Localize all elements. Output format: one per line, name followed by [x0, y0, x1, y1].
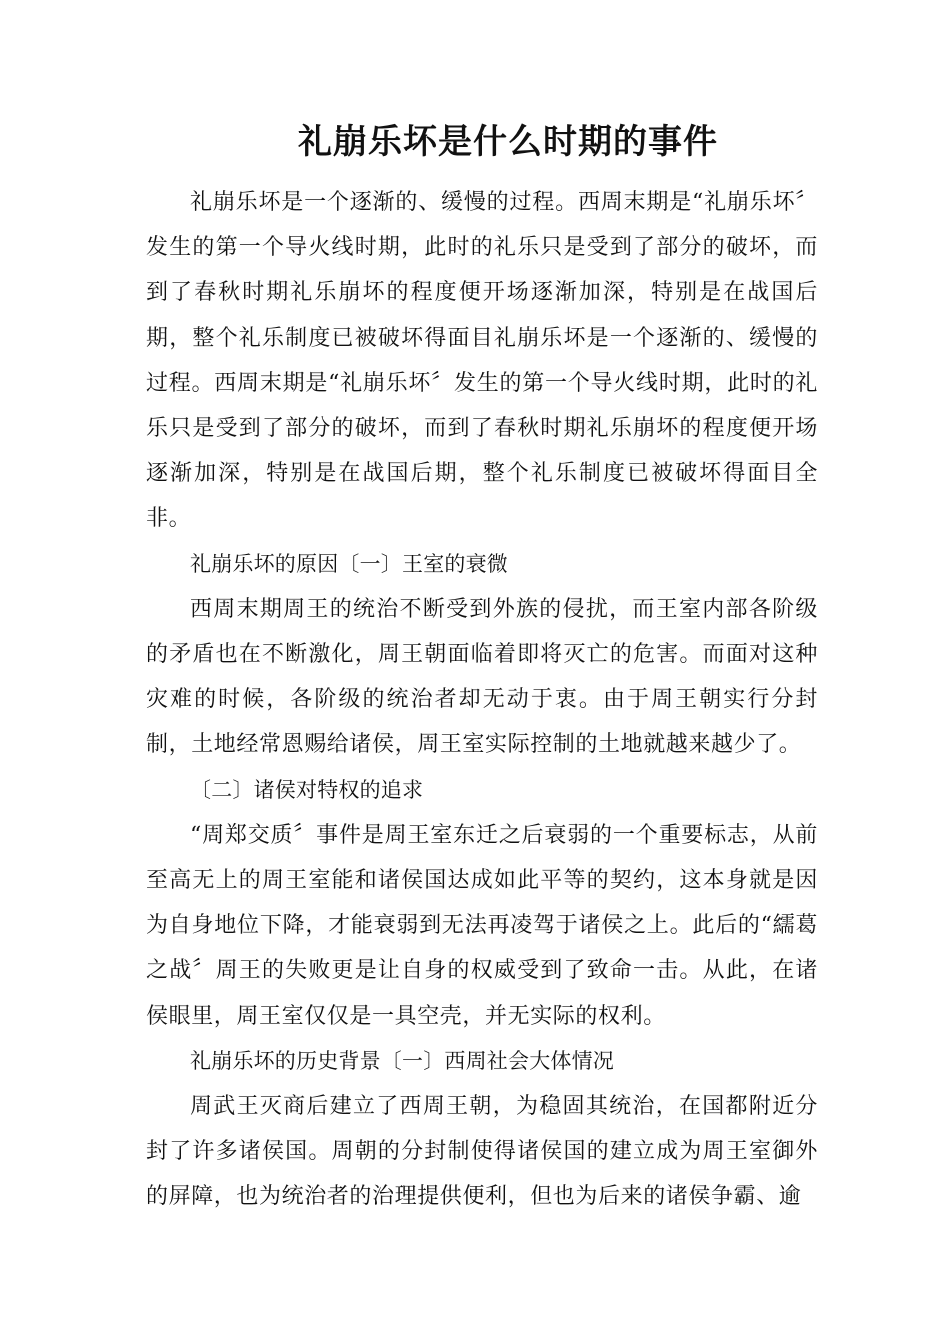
- section-heading-background: 礼崩乐坏的历史背景〔一〕西周社会大体情况: [190, 1048, 614, 1073]
- document-body: [146, 180, 818, 1220]
- document-title: 礼崩乐坏是什么时期的事件: [298, 122, 718, 162]
- paragraph-western-zhou: 周武王灭商后建立了西周王朝，为稳固其统治，在国都附近分封了许多诸侯国。周朝的分封制使得诸侯国的建立成为周王室御外的屏障，也为统治者的治理提供便利，但也为后来的诸侯争霸、逾: [146, 1094, 818, 1210]
- paragraph-zhou-zheng: “周郑交质〞事件是周王室东迁之后衰弱的一个重要标志，从前至高无上的周王室能和诸侯国达成如此平等的契约，这本身就是因为自身地位下降，才能衰弱到无法再凌驾于诸侯之上。此后的“繻葛之战〞周王的失败更是让自身的权威受到了致命一击。从此，在诸侯眼里，周王室仅仅是一具空壳，并无实际的权利。: [146, 822, 818, 1029]
- section-heading-privileges: 〔二〕诸侯对特权的追求: [190, 777, 424, 802]
- paragraph-royal-decline: 西周末期周王的统治不断受到外族的侵扰，而王室内部各阶级的矛盾也在不断激化，周王朝面临着即将灭亡的危害。而面对这种灾难的时候，各阶级的统治者却无动于衷。由于周王朝实行分封制，土地经常恩赐给诸侯，周王室实际控制的土地就越来越少了。: [146, 596, 818, 758]
- section-heading-causes: 礼崩乐坏的原因〔一〕王室的衰微: [190, 551, 508, 576]
- paragraph-intro: 礼崩乐坏是一个逐渐的、缓慢的过程。西周末期是“礼崩乐坏〞发生的第一个导火线时期，此时的礼乐只是受到了部分的破坏，而到了春秋时期礼乐崩坏的程度便开场逐渐加深，特别是在战国后期，整个礼乐制度已被破坏得面目礼崩乐坏是一个逐渐的、缓慢的过程。西周末期是“礼崩乐坏〞发生的第一个导火线时期，此时的礼乐只是受到了部分的破坏，而到了春秋时期礼乐崩坏的程度便开场逐渐加深，特别是在战国后期，整个礼乐制度已被破坏得面目全非。: [146, 190, 818, 532]
